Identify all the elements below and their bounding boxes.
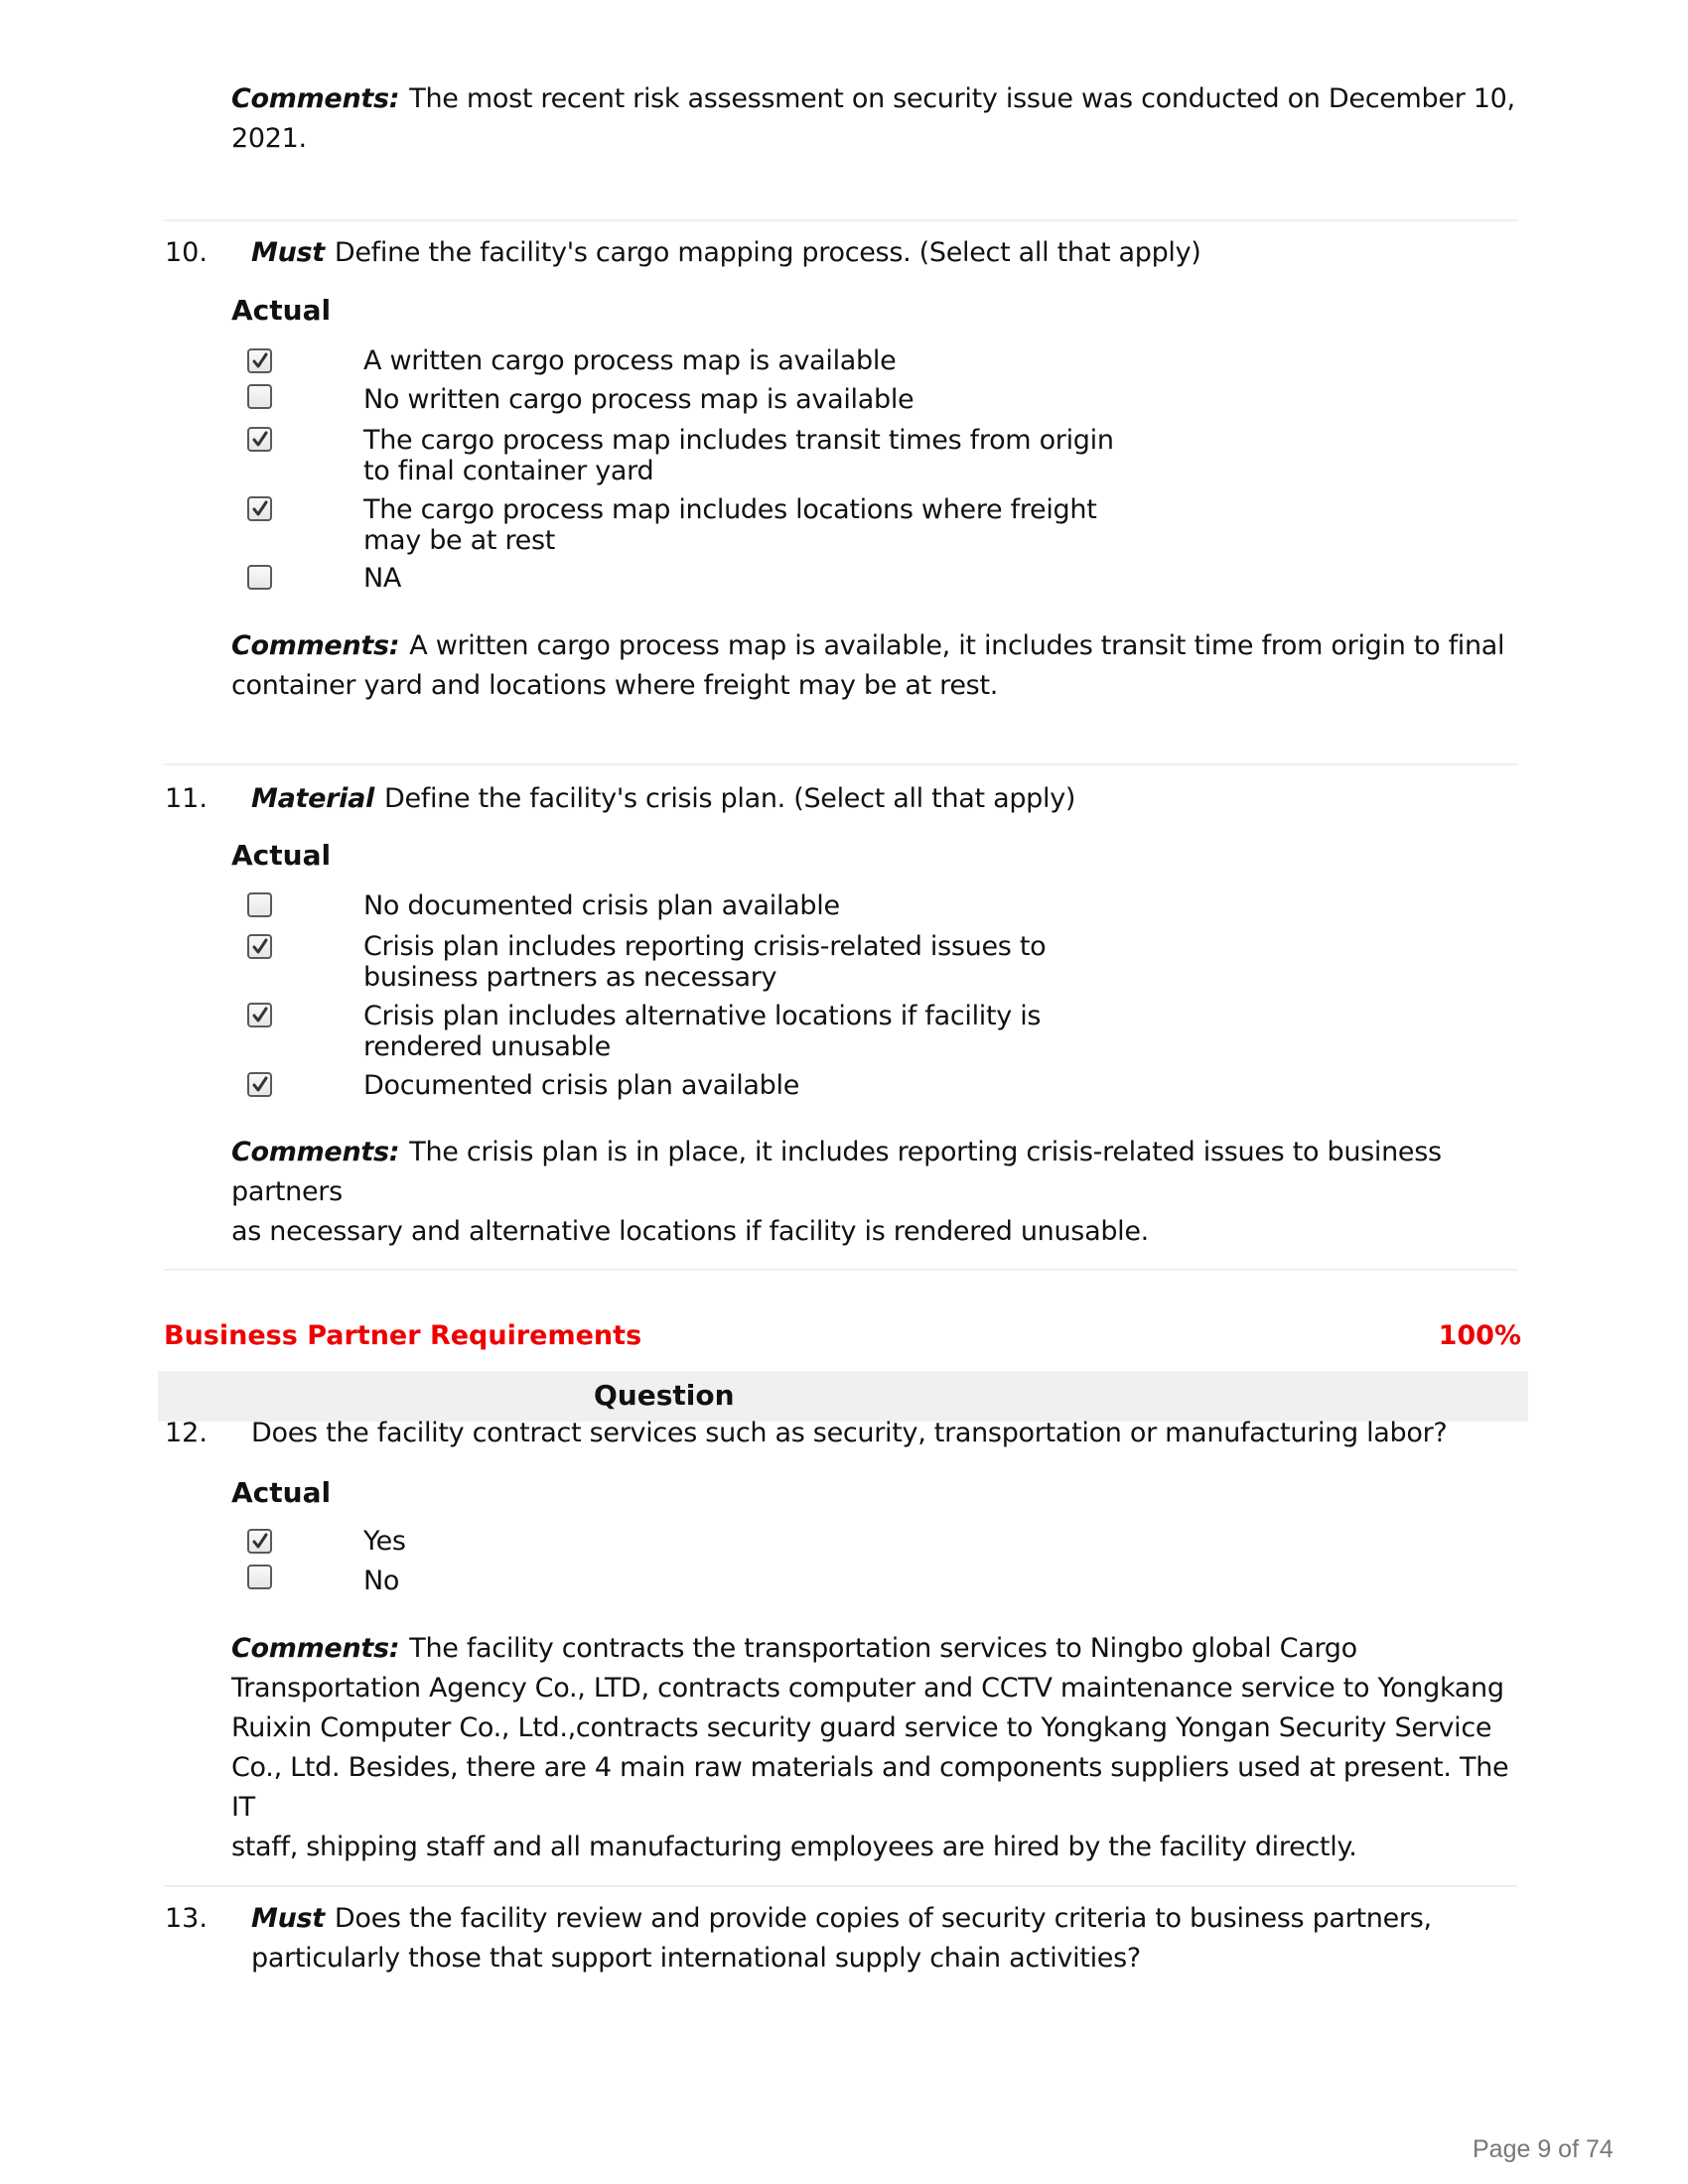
requirement-tag: Material [251, 783, 374, 814]
comment-text: The crisis plan is in place, it includes reporting crisis-related issues to business partners [231, 1137, 1442, 1207]
comment-text: Transportation Agency Co., LTD, contracts computer and CCTV maintenance service to Yongkang [231, 1673, 1504, 1704]
question-number: 12. [165, 1418, 208, 1448]
column-header-question: Question [594, 1379, 735, 1412]
option-line: rendered unusable [363, 1031, 611, 1062]
requirement-tag: Must [251, 237, 325, 268]
option-line: The cargo process map includes transit times from origin [363, 425, 1114, 456]
checkbox-empty-icon[interactable] [247, 565, 272, 590]
question-number: 11. [165, 783, 208, 814]
section-title: Business Partner Requirements [164, 1320, 642, 1351]
checkbox-checked-icon[interactable] [247, 496, 272, 521]
question-number: 13. [165, 1903, 208, 1934]
comments-label: Comments: [231, 1633, 400, 1664]
question-text: Does the facility contract services such as security, transportation or manufacturing labor? [251, 1418, 1448, 1448]
comment-text: 2021. [231, 123, 307, 154]
q9-comments [231, 79, 1522, 159]
comments-label: Comments: [231, 1137, 400, 1167]
checkbox-empty-icon[interactable] [247, 1565, 272, 1589]
question-text [251, 1899, 1432, 1979]
comment-text: Ruixin Computer Co., Ltd.,contracts security guard service to Yongkang Yongan Security Service [231, 1712, 1492, 1743]
option-label: Yes [363, 1526, 406, 1557]
comment-text: container yard and locations where freight may be at rest. [231, 670, 999, 701]
checkbox-checked-icon[interactable] [247, 1072, 272, 1097]
divider [164, 763, 1517, 765]
question-label: Define the facility's crisis plan. (Select all that apply) [383, 783, 1076, 814]
checkbox-empty-icon[interactable] [247, 384, 272, 409]
question-label: Does the facility review and provide copies of security criteria to business partners, [334, 1903, 1432, 1934]
requirement-tag: Must [251, 1903, 325, 1934]
checkbox-checked-icon[interactable] [247, 1003, 272, 1027]
option-label: No written cargo process map is available [363, 384, 914, 415]
question-label: particularly those that support international supply chain activities? [251, 1943, 1141, 1974]
question-text [251, 233, 1201, 273]
divider [164, 219, 1517, 221]
question-text [251, 779, 1075, 819]
option-label [363, 494, 1118, 556]
actual-label: Actual [231, 294, 332, 327]
comment-text: staff, shipping staff and all manufacturing employees are hired by the facility directly. [231, 1832, 1357, 1862]
comment-text: The most recent risk assessment on security issue was conducted on December 10, [409, 83, 1515, 114]
page-number: Page 9 of 74 [1473, 2135, 1614, 2163]
option-label: A written cargo process map is available [363, 345, 897, 376]
section-score: 100% [1438, 1320, 1521, 1351]
actual-label: Actual [231, 839, 332, 872]
comments-label: Comments: [231, 630, 400, 661]
checkbox-checked-icon[interactable] [247, 427, 272, 452]
checkbox-empty-icon[interactable] [247, 892, 272, 917]
comment-text: as necessary and alternative locations if facility is rendered unusable. [231, 1216, 1149, 1247]
option-line: Crisis plan includes alternative locations if facility is [363, 1001, 1042, 1031]
comments-label: Comments: [231, 83, 400, 114]
option-label [363, 425, 1118, 486]
option-line: Crisis plan includes reporting crisis-related issues to [363, 931, 1047, 962]
option-label: No documented crisis plan available [363, 890, 840, 921]
option-line: may be at rest [363, 525, 556, 556]
option-line: to final container yard [363, 456, 654, 486]
option-label: NA [363, 563, 402, 594]
checkbox-checked-icon[interactable] [247, 934, 272, 959]
checkbox-checked-icon[interactable] [247, 1529, 272, 1554]
comment-text: Co., Ltd. Besides, there are 4 main raw materials and components suppliers used at present. The IT [231, 1752, 1509, 1823]
checkbox-checked-icon[interactable] [247, 348, 272, 373]
question-label: Define the facility's cargo mapping process. (Select all that apply) [334, 237, 1201, 268]
divider [164, 1885, 1517, 1887]
actual-label: Actual [231, 1476, 332, 1509]
option-label [363, 931, 1118, 993]
q10-comments [231, 626, 1522, 706]
comment-text: A written cargo process map is available, it includes transit time from origin to final [409, 630, 1505, 661]
option-label: No [363, 1566, 400, 1596]
option-line: business partners as necessary [363, 962, 777, 993]
divider [164, 1269, 1517, 1271]
option-label [363, 1001, 1118, 1062]
q12-comments [231, 1629, 1522, 1867]
comment-text: The facility contracts the transportation services to Ningbo global Cargo [409, 1633, 1357, 1664]
option-label: Documented crisis plan available [363, 1070, 800, 1101]
question-number: 10. [165, 237, 208, 268]
q11-comments [231, 1133, 1522, 1252]
option-line: The cargo process map includes locations where freight [363, 494, 1097, 525]
